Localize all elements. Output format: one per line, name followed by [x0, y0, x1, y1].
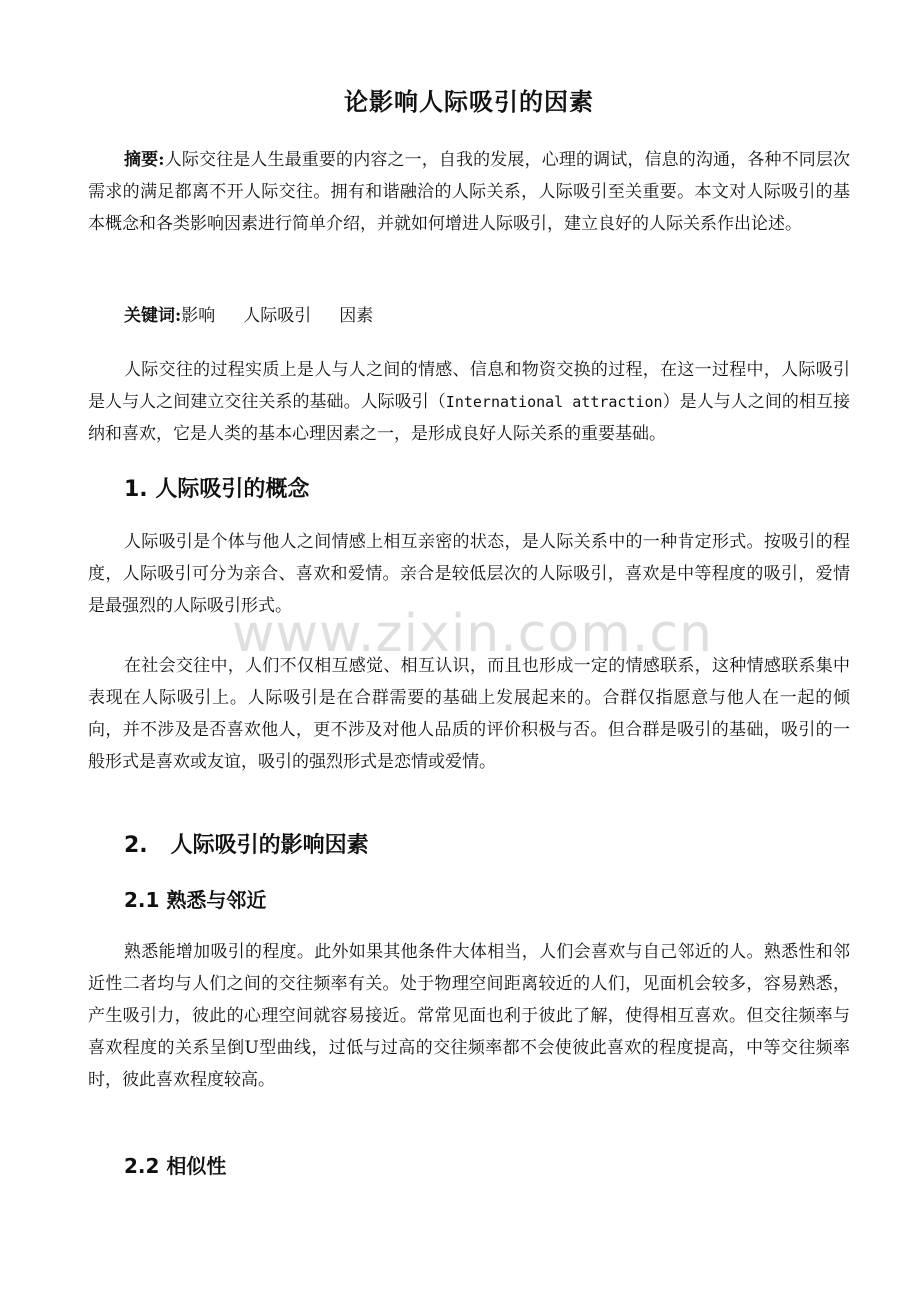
intro-text-part2: ）是人与人之间的相互接纳和喜欢，它是人类的基本心理因素之一，是形成良好人际关系的重要基础。 — [88, 392, 850, 444]
section-1-heading: 1. 人际吸引的概念 — [124, 477, 310, 502]
section-1-paragraph-2: 在社会交往中，人们不仅相互感觉、相互认识，而且也形成一定的情感联系，这种情感联系集中表现在人际吸引上。人际吸引是在合群需要的基础上发展起来的。合群仅指愿意与他人在一起的倾向，并不涉及是否喜欢他人，更不涉及对他人品质的评价积极与否。但合群是吸引的基础，吸引的一般形式是喜欢或友谊，吸引的强烈形式是恋情或爱情。 — [88, 656, 850, 772]
document-title: 论影响人际吸引的因素 — [344, 88, 594, 116]
keywords-label: 关键词: — [124, 306, 182, 326]
section-2-heading: 2. 人际吸引的影响因素 — [124, 833, 369, 858]
abstract-paragraph — [88, 144, 850, 240]
keyword-item: 影响 — [181, 306, 216, 326]
section-2-2-heading: 2.2 相似性 — [124, 1154, 227, 1178]
keyword-item: 人际吸引 — [243, 306, 312, 326]
watermark-text: www.zixin.com.cn — [232, 604, 713, 664]
keyword-item: 因素 — [339, 306, 374, 326]
intro-paragraph — [88, 354, 850, 450]
section-2-1-heading: 2.1 熟悉与邻近 — [124, 888, 267, 912]
abstract-label: 摘要: — [124, 150, 165, 170]
section-1-paragraph-1: 人际吸引是个体与他人之间情感上相互亲密的状态，是人际关系中的一种肯定形式。按吸引的程度，人际吸引可分为亲合、喜欢和爱情。亲合是较低层次的人际吸引，喜欢是中等程度的吸引，爱情是最强烈的人际吸引形式。 — [88, 532, 850, 616]
intro-text-part1: 人际交往的过程实质上是人与人之间的情感、信息和物资交换的过程，在这一过程中，人际吸引是人与人之间建立交往关系的基础。人际吸引（ — [88, 360, 850, 412]
section-2-1-paragraph: 熟悉能增加吸引的程度。此外如果其他条件大体相当，人们会喜欢与自己邻近的人。熟悉性和邻近性二者均与人们之间的交往频率有关。处于物理空间距离较近的人们，见面机会较多，容易熟悉，产生吸引力，彼此的心理空间就容易接近。常常见面也利于彼此了解，使得相互喜欢。但交往频率与喜欢程度的关系呈倒U型曲线，过低与过高的交往频率都不会使彼此喜欢的程度提高，中等交往频率时，彼此喜欢程度较高。 — [88, 942, 850, 1090]
intro-english-term: International attraction — [445, 393, 663, 411]
abstract-text: 人际交往是人生最重要的内容之一，自我的发展，心理的调试，信息的沟通，各种不同层次需求的满足都离不开人际交往。拥有和谐融洽的人际关系，人际吸引至关重要。本文对人际吸引的基本概念和各类影响因素进行简单介绍，并就如何增进人际吸引，建立良好的人际关系作出论述。 — [88, 150, 851, 234]
keywords-line — [124, 300, 373, 332]
